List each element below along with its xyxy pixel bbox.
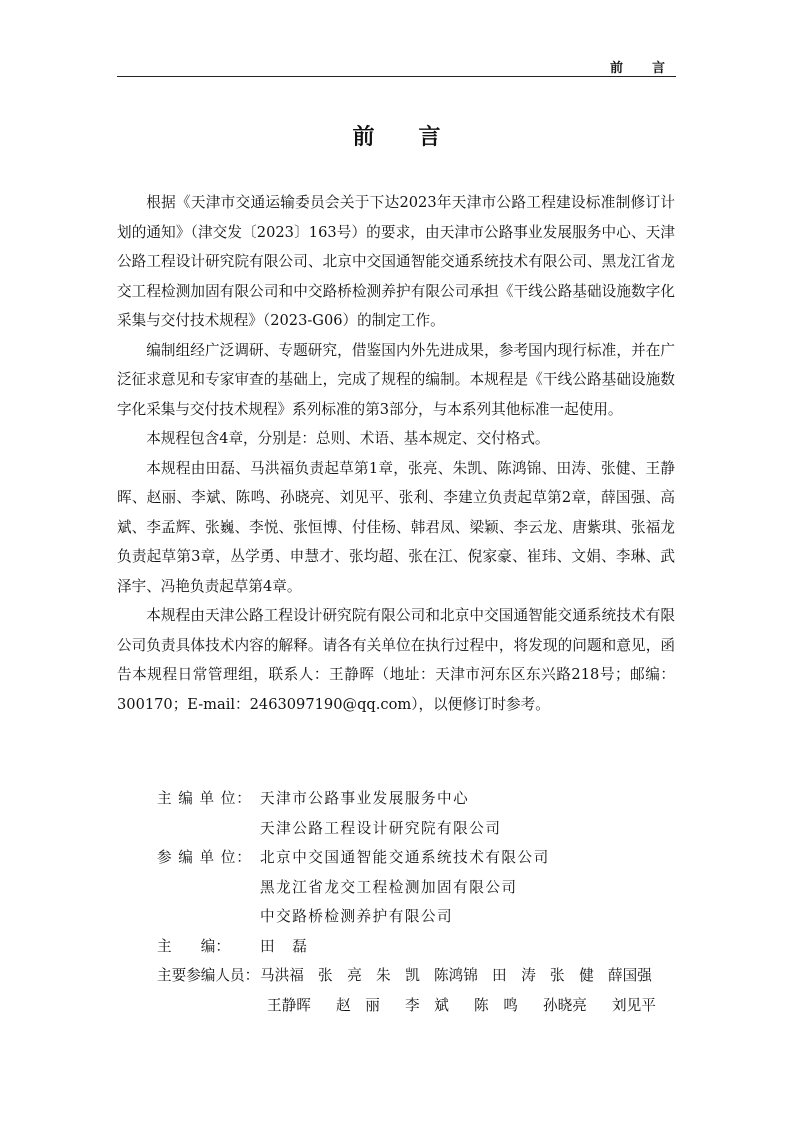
paragraph-compilation: 编制组经广泛调研、专题研究，借鉴国内外先进成果，参考国内现行标准，并在广泛征求意见和专家审查的基础上，完成了规程的编制。本规程是《干线公路基础设施数字化采集与交付技术规程》系列标准的第3部分，与本系列其他标准一起使用。: [117, 341, 675, 418]
main-participants-row: [157, 961, 677, 991]
main-participants-list-1: [260, 961, 652, 991]
participating-unit-row-2: [157, 873, 677, 903]
participating-unit-row-3: [157, 902, 677, 932]
participant-name: 张 亮: [318, 967, 362, 984]
participant-name: 刘见平: [612, 996, 656, 1014]
credits-block: [157, 784, 677, 1020]
chief-unit-row: [157, 784, 677, 814]
participating-unit-1: 北京中交国通智能交通系统技术有限公司: [260, 849, 550, 866]
participant-name: 王静晖: [267, 996, 311, 1014]
participating-unit-2: 黑龙江省龙交工程检测加固有限公司: [260, 878, 518, 896]
participant-name: 薛国强: [608, 967, 652, 984]
participating-unit-label: 参 编 单 位：: [157, 849, 252, 866]
title-char-1: 前: [352, 124, 375, 150]
participant-name: 孙晓亮: [543, 996, 587, 1014]
participant-name: 李 斌: [405, 996, 449, 1014]
chief-unit-row-2: [157, 814, 677, 844]
participant-name: 张 健: [550, 967, 594, 984]
main-participants-row-2: [157, 991, 677, 1021]
page-title: [0, 120, 793, 151]
participating-unit-3: 中交路桥检测养护有限公司: [260, 908, 454, 925]
main-participants-label: 主要参编人员：: [157, 967, 260, 984]
participant-name: 陈 鸣: [474, 996, 518, 1014]
chief-editor-row: [157, 932, 677, 962]
chief-editor-name: 田 磊: [260, 937, 309, 955]
paragraph-interpretation: 本规程由天津公路工程设计研究院有限公司和北京中交国通智能交通系统技术有限公司负责具体技术内容的解释。请各有关单位在执行过程中，将发现的问题和意见，函告本规程日常管理组，联系人：王静晖（地址：天津市河东区东兴路218号；邮编：300170；E-mail：2463097190@qq.com），以便修订时参考。: [117, 607, 675, 713]
paragraph-background: 根据《天津市交通运输委员会关于下达2023年天津市公路工程建设标准制修订计划的通知》（津交发〔2023〕163号）的要求，由天津市公路事业发展服务中心、天津公路工程设计研究院有限公司、北京中交国通智能交通系统技术有限公司、黑龙江省龙交工程检测加固有限公司和中交路桥检测养护有限公司承担《干线公路基础设施数字化采集与交付技术规程》（2023-G06）的制定工作。: [117, 194, 675, 329]
participant-name: 田 涛: [492, 967, 536, 984]
chief-editor-label: 主 编：: [157, 937, 230, 955]
participant-name: 马洪福: [260, 967, 304, 984]
participating-unit-row: [157, 843, 677, 873]
participant-name: 朱 凯: [376, 967, 420, 984]
header-divider: [117, 76, 676, 77]
paragraph-chapters: 本规程包含4章，分别是：总则、术语、基本规定、交付格式。: [146, 430, 550, 447]
preface-body: [117, 188, 675, 719]
participant-name: 陈鸿锦: [434, 967, 478, 984]
paragraph-drafters: 本规程由田磊、马洪福负责起草第1章，张亮、朱凯、陈鸿锦、田涛、张健、王静晖、赵丽、李斌、陈鸣、孙晓亮、刘见平、张利、李建立负责起草第2章，薛国强、高斌、李孟辉、张巍、李悦、张恒博、付佳杨、韩君凤、梁颖、李云龙、唐紫琪、张福龙负责起草第3章，丛学勇、申慧才、张均超、张在江、倪家豪、崔玮、文娟、李琳、武泽宇、冯艳负责起草第4章。: [117, 459, 675, 595]
main-participants-list-2: [157, 991, 675, 1021]
title-char-2: 言: [418, 124, 441, 150]
running-header: 前 言: [609, 61, 673, 76]
chief-unit-1: 天津市公路事业发展服务中心: [260, 790, 470, 807]
chief-unit-2: 天津公路工程设计研究院有限公司: [260, 819, 502, 837]
chief-unit-label: 主 编 单 位：: [157, 790, 252, 807]
participant-name: 赵 丽: [336, 996, 380, 1014]
